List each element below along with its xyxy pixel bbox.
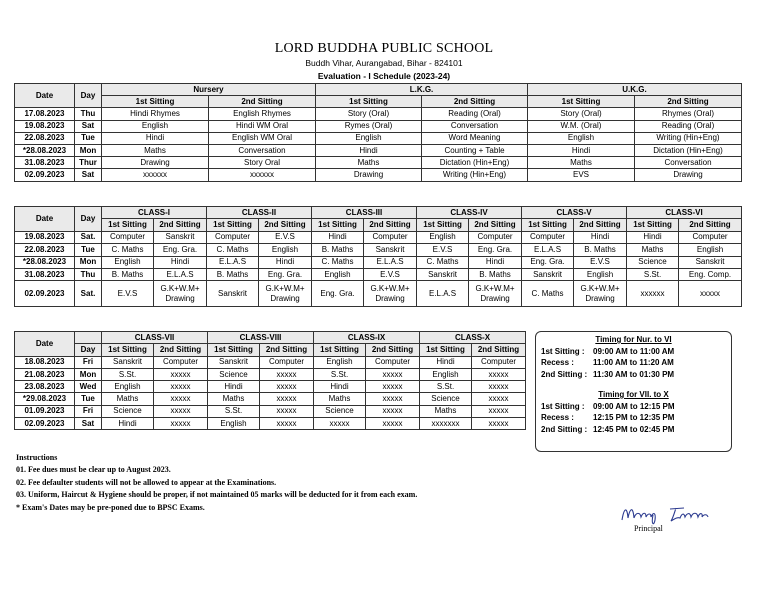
- subject-cell: C. Maths: [522, 281, 574, 307]
- subject-cell: xxxxx: [154, 418, 208, 430]
- class-group-header: U.K.G.: [528, 84, 742, 96]
- class-group-header: CLASS-VIII: [208, 332, 314, 344]
- sitting-header: 1st Sitting: [522, 219, 574, 231]
- instruction-item: 03. Uniform, Haircut & Hygiene should be proper, if not maintained 05 marks will be deducted for it from each exam.: [16, 490, 418, 500]
- subject-cell: English: [528, 132, 635, 144]
- subject-cell: xxxxx: [260, 393, 314, 405]
- date-cell: 17.08.2023: [15, 108, 75, 120]
- subject-cell: Hindi: [102, 418, 154, 430]
- group-header-row: [15, 207, 742, 219]
- subject-cell: English: [420, 368, 472, 380]
- subject-cell: C. Maths: [417, 256, 469, 268]
- subject-cell: Conversation: [209, 144, 316, 156]
- subject-cell: Science: [420, 393, 472, 405]
- class-vii-x-schedule-table: [14, 331, 526, 430]
- school-name: LORD BUDDHA PUBLIC SCHOOL: [274, 41, 494, 56]
- subject-cell: G.K+W.M+ Drawing: [259, 281, 312, 307]
- date-cell: 02.09.2023: [15, 418, 75, 430]
- date-cell: *28.08.2023: [15, 144, 75, 156]
- subject-cell: xxxxxx: [209, 169, 316, 181]
- sitting-header-row: [15, 96, 742, 108]
- date-cell: 31.08.2023: [15, 268, 75, 280]
- sitting-header: 2nd Sitting: [679, 219, 742, 231]
- subject-cell: xxxxx: [366, 381, 420, 393]
- subject-cell: Sanskrit: [364, 244, 417, 256]
- subject-cell: Reading (Oral): [635, 120, 742, 132]
- date-cell: 18.08.2023: [15, 356, 75, 368]
- subject-cell: Maths: [528, 157, 635, 169]
- subject-cell: G.K+W.M+ Drawing: [364, 281, 417, 307]
- subject-cell: xxxxx: [154, 381, 208, 393]
- date-cell: 22.08.2023: [15, 132, 75, 144]
- sitting-header: 2nd Sitting: [469, 219, 522, 231]
- date-cell: *29.08.2023: [15, 393, 75, 405]
- subject-cell: C. Maths: [207, 244, 259, 256]
- subject-cell: Maths: [314, 393, 366, 405]
- subject-cell: xxxxx: [472, 393, 526, 405]
- subject-cell: Maths: [420, 405, 472, 417]
- date-cell: *28.08.2023: [15, 256, 75, 268]
- table-row: [15, 231, 742, 243]
- timing-label: 2nd Sitting :: [541, 369, 588, 379]
- subject-cell: E.L.A.S: [154, 268, 207, 280]
- subject-cell: Rhymes (Oral): [635, 108, 742, 120]
- sitting-header: 1st Sitting: [207, 219, 259, 231]
- day-cell: Sat.: [75, 281, 102, 307]
- sitting-header: 1st Sitting: [312, 219, 364, 231]
- subject-cell: E.L.A.S: [207, 256, 259, 268]
- table-row: [15, 393, 526, 405]
- subject-cell: Computer: [522, 231, 574, 243]
- instruction-item: * Exam's Dates may be pre-poned due to BPSC Exams.: [16, 502, 205, 512]
- timing-label: Recess :: [541, 413, 574, 422]
- day-cell: Tue: [75, 393, 102, 405]
- subject-cell: E.V.S: [259, 231, 312, 243]
- pre-primary-schedule-table: [14, 83, 742, 182]
- subject-cell: Maths: [102, 144, 209, 156]
- subject-cell: Hindi: [312, 231, 364, 243]
- subject-cell: Eng. Gra.: [522, 256, 574, 268]
- table-row: [15, 268, 742, 280]
- subject-cell: English WM Oral: [209, 132, 316, 144]
- subject-cell: Dictation (Hin+Eng): [635, 144, 742, 156]
- subject-cell: Drawing: [635, 169, 742, 181]
- timing-value: 12:45 PM to 02:45 PM: [593, 424, 675, 434]
- subject-cell: Counting + Table: [422, 144, 528, 156]
- table-row: [15, 132, 742, 144]
- subject-cell: Story (Oral): [316, 108, 422, 120]
- sitting-header: 1st Sitting: [208, 344, 260, 356]
- sitting-header: 1st Sitting: [627, 219, 679, 231]
- sitting-header: 2nd Sitting: [154, 219, 207, 231]
- subject-cell: Computer: [679, 231, 742, 243]
- timing-row: [536, 424, 731, 436]
- subject-cell: English: [574, 268, 627, 280]
- date-cell: 21.08.2023: [15, 368, 75, 380]
- sitting-header: 2nd Sitting: [209, 96, 316, 108]
- subject-cell: E.L.A.S: [364, 256, 417, 268]
- sitting-header: 2nd Sitting: [259, 219, 312, 231]
- timing-row: [536, 346, 731, 358]
- sitting-header: 1st Sitting: [314, 344, 366, 356]
- subject-cell: Eng. Gra.: [312, 281, 364, 307]
- subject-cell: Hindi: [208, 381, 260, 393]
- subject-cell: English: [102, 120, 209, 132]
- subject-cell: xxxxx: [154, 393, 208, 405]
- timing-nur-title: Timing for Nur. to VI: [595, 335, 672, 344]
- subject-cell: E.V.S: [364, 268, 417, 280]
- sitting-header-row: [15, 219, 742, 231]
- subject-cell: Drawing: [316, 169, 422, 181]
- date-cell: 19.08.2023: [15, 231, 75, 243]
- subject-cell: Hindi: [154, 256, 207, 268]
- group-header-row: [15, 84, 742, 96]
- subject-cell: Sanskrit: [102, 356, 154, 368]
- sitting-header: 2nd Sitting: [366, 344, 420, 356]
- subject-cell: Writing (Hin+Eng): [422, 169, 528, 181]
- subject-cell: Sanskrit: [417, 268, 469, 280]
- subject-cell: W.M. (Oral): [528, 120, 635, 132]
- subject-cell: xxxxx: [679, 281, 742, 307]
- sitting-header: 2nd Sitting: [422, 96, 528, 108]
- table-row: [15, 244, 742, 256]
- day-cell: Thu: [75, 268, 102, 280]
- subject-cell: xxxxx: [260, 418, 314, 430]
- timing-value: 09:00 AM to 12:15 PM: [593, 401, 675, 411]
- class-group-header: CLASS-III: [312, 207, 417, 219]
- timing-row: [536, 369, 731, 381]
- subject-cell: Sanskrit: [208, 356, 260, 368]
- subject-cell: Story (Oral): [528, 108, 635, 120]
- subject-cell: Maths: [627, 244, 679, 256]
- subject-cell: Eng. Comp.: [679, 268, 742, 280]
- table-row: [15, 120, 742, 132]
- subject-cell: English: [312, 268, 364, 280]
- day-cell: Fri: [75, 405, 102, 417]
- subject-cell: E.V.S: [102, 281, 154, 307]
- day-cell: Sat: [75, 418, 102, 430]
- date-cell: 23.08.2023: [15, 381, 75, 393]
- timing-value: 09:00 AM to 11:00 AM: [593, 346, 675, 356]
- subject-cell: B. Maths: [469, 268, 522, 280]
- subject-cell: xxxxx: [154, 405, 208, 417]
- date-cell: 22.08.2023: [15, 244, 75, 256]
- date-header: Date: [15, 84, 75, 108]
- subject-cell: Hindi WM Oral: [209, 120, 316, 132]
- class-group-header: CLASS-IX: [314, 332, 420, 344]
- subject-cell: English: [259, 244, 312, 256]
- subject-cell: Hindi: [314, 381, 366, 393]
- subject-cell: xxxxx: [472, 418, 526, 430]
- subject-cell: English: [102, 381, 154, 393]
- subject-cell: Hindi: [259, 256, 312, 268]
- subject-cell: Drawing: [102, 157, 209, 169]
- subject-cell: xxxxxxx: [420, 418, 472, 430]
- sitting-header-row: [15, 344, 526, 356]
- date-header: Date: [15, 207, 75, 232]
- sitting-header: 2nd Sitting: [260, 344, 314, 356]
- day-cell: Thu: [75, 108, 102, 120]
- date-cell: 02.09.2023: [15, 281, 75, 307]
- school-address: Buddh Vihar, Aurangabad, Bihar - 824101: [305, 58, 463, 68]
- table-row: [15, 144, 742, 156]
- subject-cell: Computer: [366, 356, 420, 368]
- class-group-header: CLASS-I: [102, 207, 207, 219]
- subject-cell: C. Maths: [312, 256, 364, 268]
- subject-cell: Science: [314, 405, 366, 417]
- subject-cell: Maths: [316, 157, 422, 169]
- timing-label: 1st Sitting :: [541, 346, 585, 356]
- date-cell: 02.09.2023: [15, 169, 75, 181]
- subject-cell: Computer: [469, 231, 522, 243]
- subject-cell: Rymes (Oral): [316, 120, 422, 132]
- subject-cell: Conversation: [635, 157, 742, 169]
- instruction-item: 02. Fee defaulter students will not be allowed to appear at the Examinations.: [16, 477, 277, 487]
- subject-cell: Hindi: [102, 132, 209, 144]
- subject-cell: Hindi: [528, 144, 635, 156]
- subject-cell: English: [102, 256, 154, 268]
- subject-cell: S.St.: [208, 405, 260, 417]
- subject-cell: Eng. Gra.: [154, 244, 207, 256]
- table-row: [15, 157, 742, 169]
- table-row: [15, 108, 742, 120]
- subject-cell: xxxxx: [366, 393, 420, 405]
- subject-cell: xxxxx: [472, 405, 526, 417]
- sitting-header: 1st Sitting: [316, 96, 422, 108]
- subject-cell: Word Meaning: [422, 132, 528, 144]
- timing-label: 2nd Sitting :: [541, 424, 588, 434]
- day-header: Day: [75, 207, 102, 232]
- class-group-header: L.K.G.: [316, 84, 528, 96]
- subject-cell: xxxxx: [260, 405, 314, 417]
- day-cell: Wed: [75, 381, 102, 393]
- subject-cell: Hindi: [574, 231, 627, 243]
- table-row: [15, 356, 526, 368]
- sitting-header: 2nd Sitting: [364, 219, 417, 231]
- class-group-header: CLASS-II: [207, 207, 312, 219]
- subject-cell: xxxxxx: [102, 169, 209, 181]
- subject-cell: Sanskrit: [154, 231, 207, 243]
- subject-cell: Reading (Oral): [422, 108, 528, 120]
- subject-cell: Computer: [472, 356, 526, 368]
- subject-cell: xxxxx: [260, 381, 314, 393]
- day-header: Day: [75, 344, 102, 356]
- timing-box: [535, 331, 732, 452]
- table-row: [15, 381, 526, 393]
- subject-cell: G.K+W.M+ Drawing: [469, 281, 522, 307]
- table-row: [15, 256, 742, 268]
- sitting-header: 2nd Sitting: [154, 344, 208, 356]
- class-i-vi-schedule-table: [14, 206, 742, 307]
- subject-cell: Science: [102, 405, 154, 417]
- subject-cell: English: [316, 132, 422, 144]
- subject-cell: Hindi: [469, 256, 522, 268]
- subject-cell: Computer: [207, 231, 259, 243]
- table-row: [15, 405, 526, 417]
- instruction-item: 01. Fee dues must be clear up to August 2023.: [16, 465, 171, 475]
- subject-cell: Computer: [364, 231, 417, 243]
- table-row: [15, 368, 526, 380]
- timing-value: 12:15 PM to 12:35 PM: [593, 413, 675, 422]
- subject-cell: Eng. Gra.: [259, 268, 312, 280]
- subject-cell: S.St.: [102, 368, 154, 380]
- group-header-row: [15, 332, 526, 344]
- timing-value: 11:30 AM to 01:30 PM: [593, 369, 675, 379]
- day-cell: Sat.: [75, 231, 102, 243]
- subject-cell: Writing (Hin+Eng): [635, 132, 742, 144]
- subject-cell: Hindi: [316, 144, 422, 156]
- table-row: [15, 281, 742, 307]
- timing-label: Recess :: [541, 358, 574, 367]
- subject-cell: Eng. Gra.: [469, 244, 522, 256]
- instructions-heading: Instructions: [16, 453, 58, 462]
- sitting-header: 2nd Sitting: [635, 96, 742, 108]
- class-group-header: CLASS-X: [420, 332, 526, 344]
- subject-cell: xxxxx: [366, 405, 420, 417]
- subject-cell: English: [208, 418, 260, 430]
- subject-cell: English: [679, 244, 742, 256]
- subject-cell: B. Maths: [102, 268, 154, 280]
- subject-cell: C. Maths: [102, 244, 154, 256]
- day-cell: Sat: [75, 120, 102, 132]
- subject-cell: Computer: [102, 231, 154, 243]
- subject-cell: xxxxx: [260, 368, 314, 380]
- sitting-header: 1st Sitting: [417, 219, 469, 231]
- subject-cell: S.St.: [314, 368, 366, 380]
- subject-cell: Conversation: [422, 120, 528, 132]
- subject-cell: Computer: [260, 356, 314, 368]
- day-cell: Mon: [75, 256, 102, 268]
- subject-cell: xxxxx: [366, 418, 420, 430]
- timing-row: [536, 401, 731, 413]
- day-cell: Thur: [75, 157, 102, 169]
- sitting-header: 1st Sitting: [102, 96, 209, 108]
- subject-cell: Science: [208, 368, 260, 380]
- day-cell: Fri: [75, 356, 102, 368]
- subject-cell: xxxxxx: [627, 281, 679, 307]
- class-group-header: Nursery: [102, 84, 316, 96]
- day-cell: Sat: [75, 169, 102, 181]
- subject-cell: E.V.S: [574, 256, 627, 268]
- subject-cell: English Rhymes: [209, 108, 316, 120]
- day-cell: Mon: [75, 144, 102, 156]
- timing-row: [536, 412, 731, 424]
- subject-cell: E.L.A.S: [522, 244, 574, 256]
- subject-cell: E.L.A.S: [417, 281, 469, 307]
- day-cell: Tue: [75, 244, 102, 256]
- date-cell: 19.08.2023: [15, 120, 75, 132]
- subject-cell: EVS: [528, 169, 635, 181]
- table-row: [15, 418, 526, 430]
- class-group-header: CLASS-VII: [102, 332, 208, 344]
- subject-cell: xxxxx: [154, 368, 208, 380]
- subject-cell: English: [314, 356, 366, 368]
- timing-vii-title: Timing for VII. to X: [598, 390, 669, 399]
- class-group-header: CLASS-IV: [417, 207, 522, 219]
- day-cell: Tue: [75, 132, 102, 144]
- subject-cell: G.K+W.M+ Drawing: [574, 281, 627, 307]
- subject-cell: Sanskrit: [679, 256, 742, 268]
- subject-cell: Computer: [154, 356, 208, 368]
- sitting-header: 1st Sitting: [102, 219, 154, 231]
- subject-cell: Hindi: [627, 231, 679, 243]
- subject-cell: Hindi Rhymes: [102, 108, 209, 120]
- day-cell: Mon: [75, 368, 102, 380]
- subject-cell: B. Maths: [574, 244, 627, 256]
- subject-cell: Sanskrit: [522, 268, 574, 280]
- subject-cell: G.K+W.M+ Drawing: [154, 281, 207, 307]
- subject-cell: xxxxx: [472, 381, 526, 393]
- timing-value: 11:00 AM to 11:20 AM: [593, 358, 674, 367]
- subject-cell: Maths: [102, 393, 154, 405]
- subject-cell: Maths: [208, 393, 260, 405]
- sitting-header: 2nd Sitting: [472, 344, 526, 356]
- subject-cell: E.V.S: [417, 244, 469, 256]
- class-group-header: CLASS-VI: [627, 207, 742, 219]
- subject-cell: Hindi: [420, 356, 472, 368]
- subject-cell: Science: [627, 256, 679, 268]
- instructions: [16, 452, 417, 514]
- schedule-title: Evaluation - I Schedule (2023-24): [317, 71, 451, 81]
- class-group-header: CLASS-V: [522, 207, 627, 219]
- subject-cell: English: [417, 231, 469, 243]
- timing-row: [536, 357, 731, 369]
- sitting-header: 1st Sitting: [102, 344, 154, 356]
- subject-cell: xxxxx: [314, 418, 366, 430]
- day-header: Day: [75, 84, 102, 108]
- subject-cell: xxxxx: [472, 368, 526, 380]
- sitting-header: 1st Sitting: [528, 96, 635, 108]
- subject-cell: S.St.: [420, 381, 472, 393]
- table-row: [15, 169, 742, 181]
- subject-cell: Sanskrit: [207, 281, 259, 307]
- sitting-header: 2nd Sitting: [574, 219, 627, 231]
- subject-cell: Story Oral: [209, 157, 316, 169]
- sitting-header: 1st Sitting: [420, 344, 472, 356]
- subject-cell: B. Maths: [207, 268, 259, 280]
- subject-cell: S.St.: [627, 268, 679, 280]
- empty-header-cell: [75, 332, 102, 344]
- date-cell: 31.08.2023: [15, 157, 75, 169]
- timing-label: 1st Sitting :: [541, 401, 585, 411]
- subject-cell: B. Maths: [312, 244, 364, 256]
- subject-cell: xxxxx: [366, 368, 420, 380]
- subject-cell: Dictation (Hin+Eng): [422, 157, 528, 169]
- date-cell: 01.09.2023: [15, 405, 75, 417]
- principal-title: Principal: [634, 524, 663, 533]
- date-header: Date: [15, 332, 75, 357]
